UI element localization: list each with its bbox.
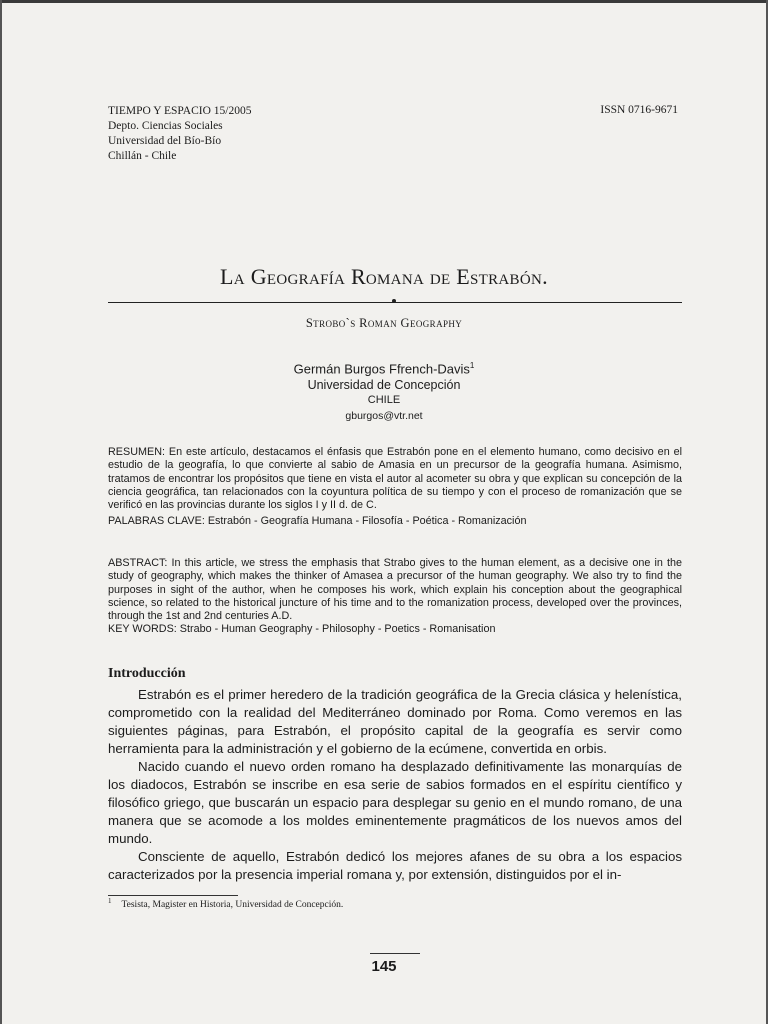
country: CHILE [367, 394, 401, 407]
paragraph: Consciente de aquello, Estrabón dedicó los mejores afanes de su obra a los espacios caracterizados por la presencia imperial romana y, por extensión, distinguidos por el in- [108, 849, 682, 882]
footnote [108, 897, 343, 910]
resumen-text: RESUMEN: En este artículo, destacamos el énfasis que Estrabón pone en el elemento humano, como decisivo en el estudio de la geografía, lo que convierte al sabio de Amasia en un precursor de la geografía humana. Asimismo, tratamos de encontrar los propósitos que tiene en vista el autor al acometer su obra y que explican su concepción de la ciencia geográfica, tan relacionados con la coyuntura política de su tiempo y con el proceso de romanización que se verificó en las provincias durante los siglos I y II d. de C. [108, 446, 682, 512]
paragraph: Estrabón es el primer heredero de la tradición geográfica de la Grecia clásica y helenística, comprometido con la realidad del Mediterráneo dominado por Roma. Como veremos en las siguientes páginas, para Estrabón, el propósito capital de la geografía es servir como herramienta para la administración y el gobierno de la ecúmene, convertida en orbis. [108, 687, 682, 756]
issn: ISSN 0716-9671 [600, 104, 678, 116]
article-title [0, 264, 768, 290]
author-block [0, 358, 768, 424]
intro-body [108, 686, 682, 884]
article-subtitle: Strobo`s Roman Geography [305, 316, 463, 330]
palabras-clave: PALABRAS CLAVE: Estrabón - Geografía Humana - Filosofía - Poética - Romanización [108, 515, 527, 528]
author-footnote-marker: 1 [469, 361, 475, 370]
footnote-marker: 1 [108, 897, 112, 905]
author-email: gburgos@vtr.net [345, 410, 423, 423]
affiliation: Universidad de Concepción [307, 378, 461, 393]
author-name: Germán Burgos Ffrench-Davis [293, 361, 470, 377]
scan-top-edge [0, 0, 768, 3]
page-number-rule [370, 953, 420, 954]
title-rule-ornament [392, 299, 396, 303]
abstract-section [108, 557, 682, 637]
journal-name: TIEMPO Y ESPACIO 15/2005 [108, 105, 252, 117]
key-words: KEY WORDS: Strabo - Human Geography - Philosophy - Poetics - Romanisation [108, 623, 496, 636]
resumen-section [108, 446, 682, 529]
abstract-text: ABSTRACT: In this article, we stress the emphasis that Strabo gives to the human element, as a decisive one in the study of geography, which makes the thinker of Amasea a precursor of the human geography. We also try to find the purposes in sight of the author, when he composes his work, which explain his conception about the geographical science, so related to the historical juncture of his time and to the romanization process, developed over the provinces, through the 1st and 2nd centuries A.D. [108, 557, 682, 623]
author-line [0, 358, 768, 377]
page-number: 145 [371, 958, 397, 975]
university: Universidad del Bío-Bío [108, 135, 222, 147]
paragraph: Nacido cuando el nuevo orden romano ha desplazado definitivamente las monarquías de los diadocos, Estrabón se inscribe en esa serie de sabios formados en el espíritu científico y filosófico griego, que buscarán un espacio para desplegar su genio en el mundo romano, de una manera que se acomode a los moldes eminentemente pragmáticos de los nuevos amos del mundo. [108, 759, 682, 846]
footnote-rule [108, 895, 238, 896]
scan-left-edge [0, 0, 2, 1024]
article-title-text: La Geografía Romana de Estrabón. [220, 264, 548, 289]
section-heading-introduccion: Introducción [108, 666, 186, 681]
footnote-text: Tesista, Magister en Historia, Universidad de Concepción. [121, 900, 344, 911]
journal-header [108, 104, 251, 164]
department: Depto. Ciencias Sociales [108, 120, 223, 132]
city: Chillán - Chile [108, 150, 177, 162]
